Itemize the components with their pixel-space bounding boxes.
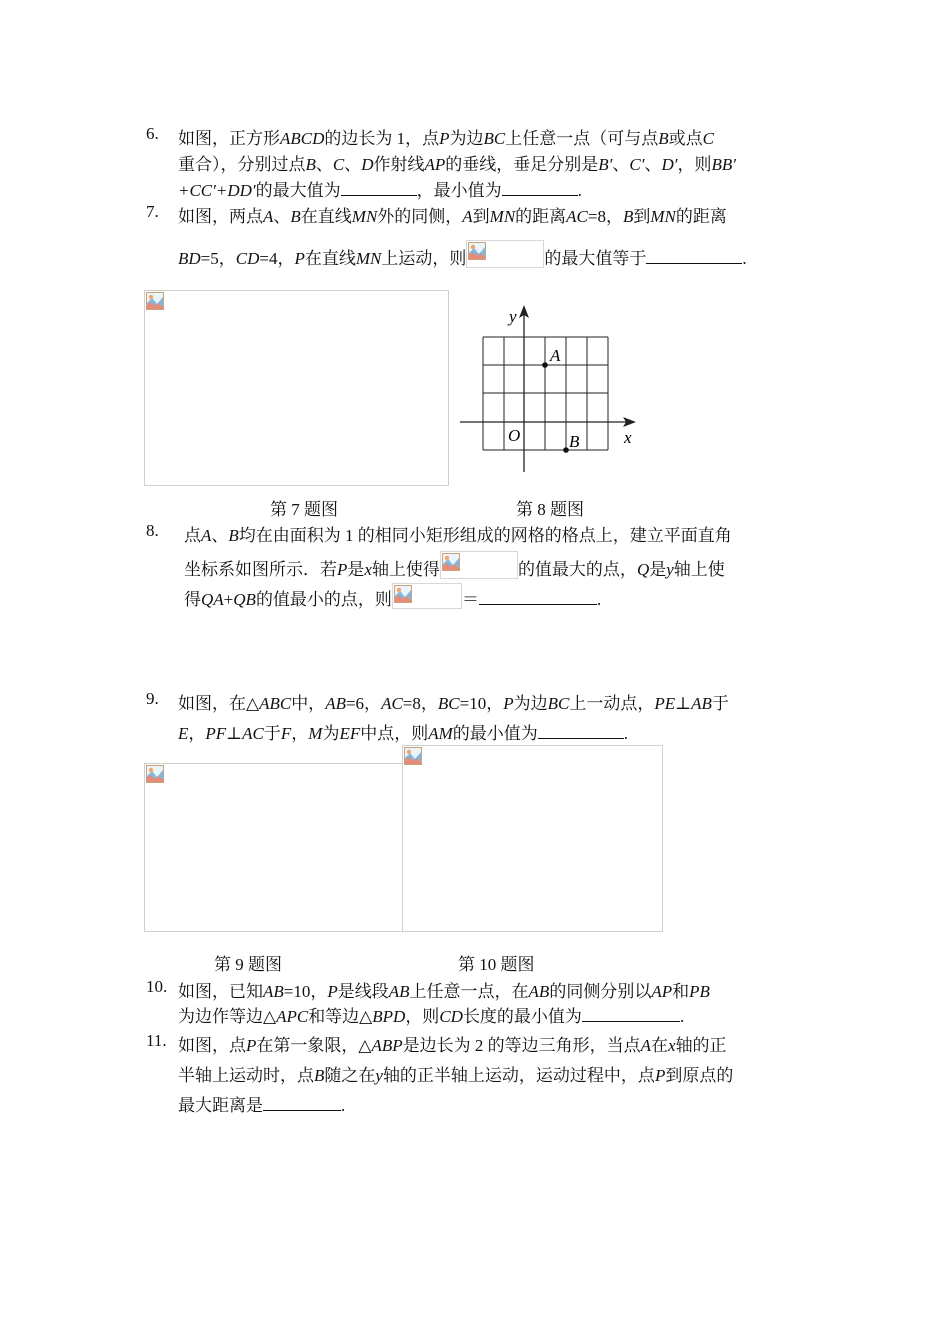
figure-10-image [402,745,663,932]
question-9 [146,689,810,745]
figure-10-caption: 第 10 题图 [458,955,535,974]
figure-9-image [144,763,404,932]
figure-8-caption: 第 8 题图 [516,500,584,519]
question-line: BD=5，CD=4，P在直线MN上运动，则 的最大值等于 . [178,240,747,269]
question-number: 11. [146,1031,167,1050]
question-line: 如图，两点A、B在直线MN外的同侧，A到MN的距离AC=8，B到MN的距离 [178,207,727,226]
figure-8-grid [455,300,645,480]
point-a-label: A [550,346,561,365]
question-number: 9. [146,689,159,708]
figure-9-caption: 第 9 题图 [214,955,282,974]
answer-blank[interactable] [502,181,578,196]
question-8 [146,521,810,611]
question-line: 最大距离是 . [178,1096,346,1115]
question-number: 6. [146,124,159,143]
broken-image-icon [146,765,164,783]
broken-image-icon [442,553,460,571]
question-line: E，PF⊥AC于F，M为EF中点，则AM的最小值为 . [178,724,629,743]
answer-blank[interactable] [646,249,742,264]
point-b-label: B [569,432,580,451]
question-10 [146,977,810,1029]
y-axis-label: y [509,307,517,326]
broken-image-icon [468,242,486,260]
formula-image [466,240,544,268]
question-line: +CC′+DD′的最大值为 ，最小值为 . [178,181,582,200]
broken-image-icon [146,292,164,310]
broken-image-icon [394,585,412,603]
formula-image [392,583,462,609]
answer-blank[interactable] [263,1096,341,1111]
answer-blank[interactable] [341,181,417,196]
question-6 [146,124,810,198]
question-line: 半轴上运动时，点B随之在y轴的正半轴上运动，运动过程中，点P到原点的 [178,1066,734,1085]
answer-blank[interactable] [582,1007,680,1022]
question-line: 得QA+QB的值最小的点，则 ＝ . [184,583,601,610]
question-line: 如图，点P在第一象限，△ABP是边长为 2 的等边三角形，当点A在x轴的正 [178,1036,727,1055]
question-line: 如图，在△ABC中，AB=6，AC=8，BC=10，P为边BC上一动点，PE⊥AB于 [178,694,729,713]
question-number: 10. [146,977,168,996]
question-line: 为边作等边△APC和等边△BPD，则CD长度的最小值为 . [178,1007,685,1026]
origin-label: O [508,426,521,445]
answer-blank[interactable] [538,724,624,739]
question-line: 如图，正方形ABCD的边长为 1，点P为边BC上任意一点（可与点B或点C [178,129,714,148]
broken-image-icon [404,747,422,765]
question-line: 点A、B均在由面积为 1 的相同小矩形组成的网格的格点上，建立平面直角 [184,526,732,545]
question-line: 重合），分别过点B、C、D作射线AP的垂线，垂足分别是B′、C′、D′，则BB′ [178,155,736,174]
question-11 [146,1031,810,1113]
question-line: 坐标系如图所示．若P是x轴上使得 的值最大的点，Q是y轴上使 [184,551,725,580]
question-line: 如图，已知AB=10，P是线段AB上任意一点，在AB的同侧分别以AP和PB [178,982,710,1001]
answer-blank[interactable] [479,590,597,605]
question-7 [146,202,810,268]
figure-7-image [144,290,449,486]
figure-7-caption: 第 7 题图 [270,500,338,519]
x-axis-label: x [624,428,632,447]
formula-image [440,551,518,579]
question-number: 7. [146,202,159,221]
question-number: 8. [146,521,159,540]
